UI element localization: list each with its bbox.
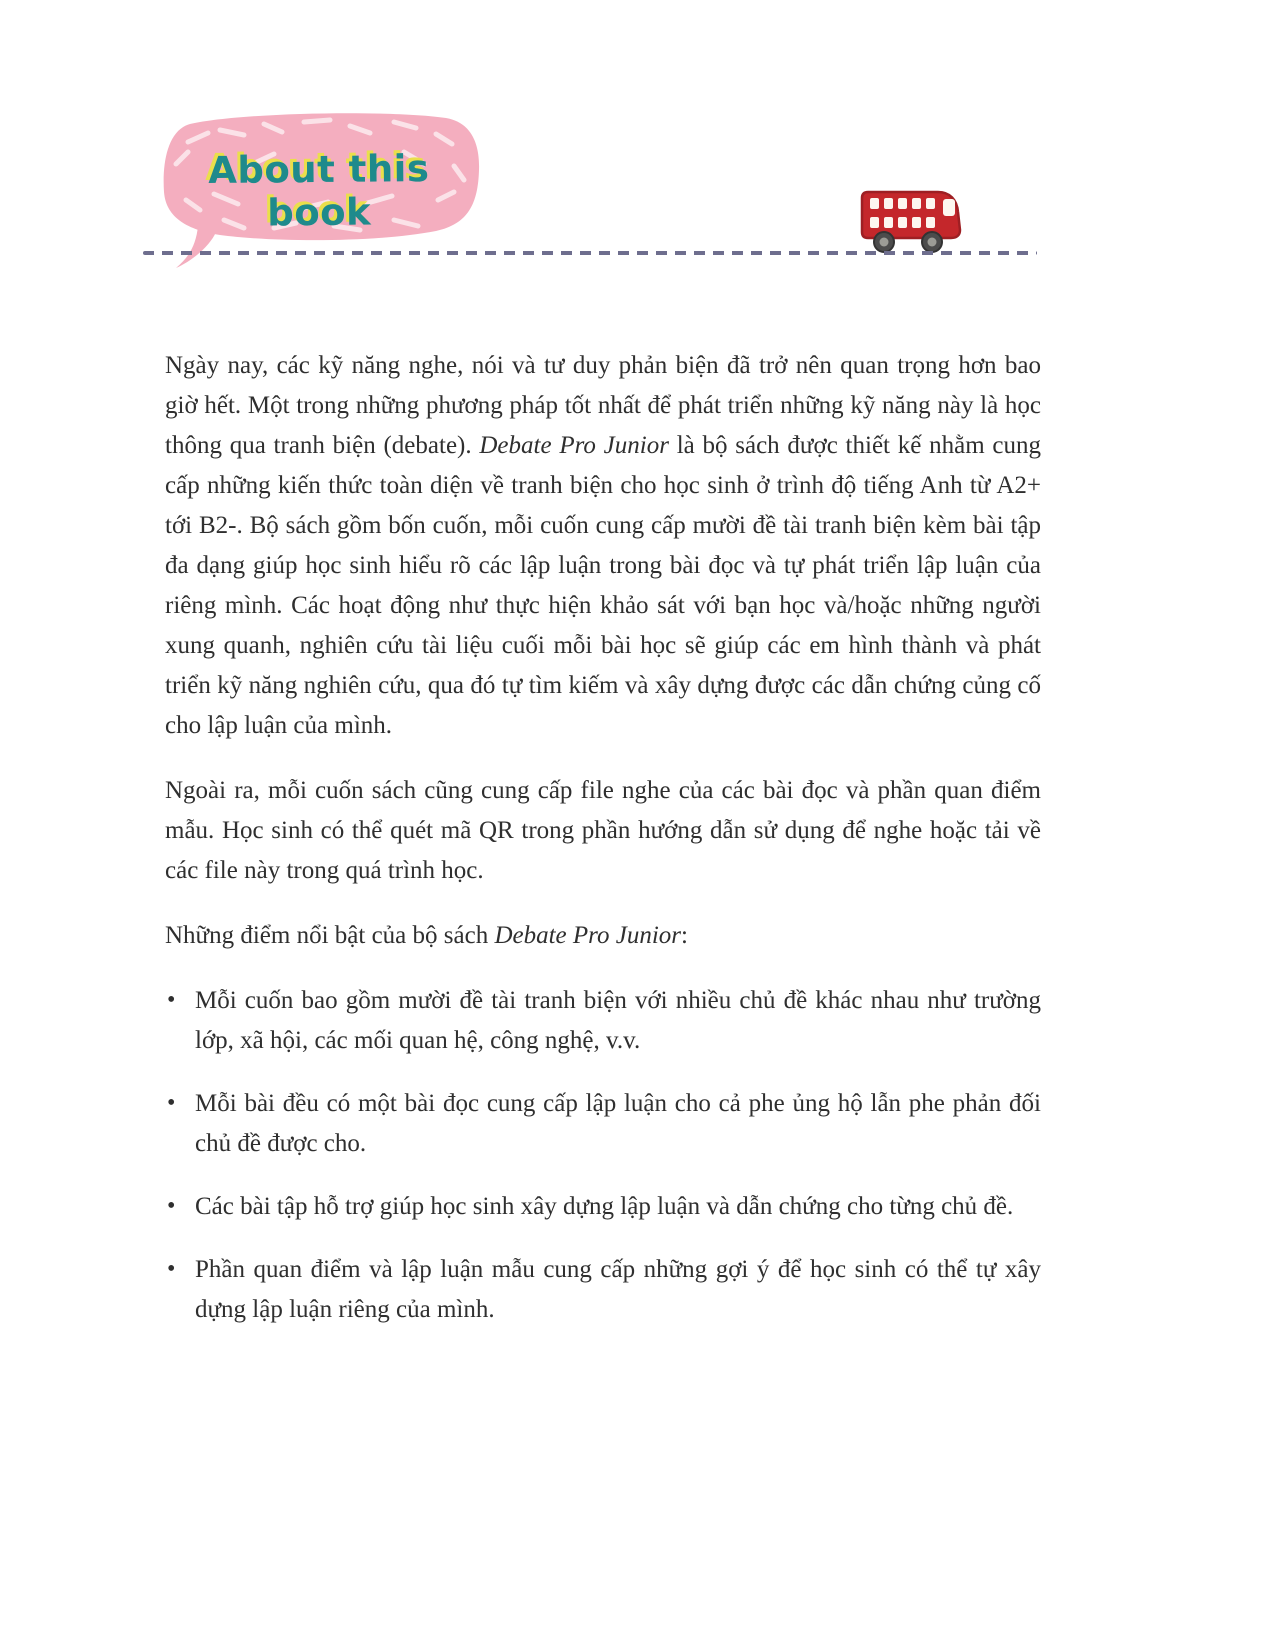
bullet-icon: • xyxy=(167,1193,176,1219)
list-item-readings xyxy=(165,1084,1041,1164)
list-item-text: Mỗi bài đều có một bài đọc cung cấp lập luận cho cả phe ủng hộ lẫn phe phản đối chủ đề được cho. xyxy=(195,1090,1041,1157)
intro-text-2: là bộ sách được thiết kế nhằm cung cấp những kiến thức toàn diện về tranh biện cho học sinh ở trình độ tiếng Anh từ A2+ tới B2-. Bộ sách gồm bốn cuốn, mỗi cuốn cung cấp mười đề tài tranh biện kèm bài tập đa dạng giúp học sinh hiểu rõ các lập luận trong bài đọc và tự phát triển lập luận của riêng mình. Các hoạt động như thực hiện khảo sát với bạn học và/hoặc những người xung quanh, nghiên cứu tài liệu cuối mỗi bài học sẽ giúp các em hình thành và phát triển kỹ năng nghiên cứu, qua đó tự tìm kiếm và xây dựng được các dẫn chứng củng cố cho lập luận của mình. xyxy=(165,432,1041,739)
bus-icon xyxy=(858,186,962,256)
series-title-italic: Debate Pro Junior xyxy=(479,432,669,459)
title-speech-bubble xyxy=(154,108,484,272)
list-item-text: Các bài tập hỗ trợ giúp học sinh xây dựng lập luận và dẫn chứng cho từng chủ đề. xyxy=(195,1193,1014,1220)
features-heading xyxy=(165,916,1041,956)
bullet-icon: • xyxy=(167,987,176,1013)
list-item-sample-arguments xyxy=(165,1250,1041,1330)
features-heading-series-title: Debate Pro Junior xyxy=(494,922,681,949)
bullet-icon: • xyxy=(167,1090,176,1116)
features-heading-suffix: : xyxy=(681,922,688,949)
audio-files-paragraph: Ngoài ra, mỗi cuốn sách cũng cung cấp file nghe của các bài đọc và phần quan điểm mẫu. Học sinh có thể quét mã QR trong phần hướng dẫn sử dụng để nghe hoặc tải về các file này trong quá trình học. xyxy=(165,777,1041,884)
list-item-text: Phần quan điểm và lập luận mẫu cung cấp những gợi ý để học sinh có thể tự xây dựng lập luận riêng của mình. xyxy=(195,1256,1041,1323)
intro-text-1: Ngày nay, các kỹ năng nghe, nói và tư duy phản biện đã trở nên quan trọng hơn bao giờ hết. Một trong những phương pháp tốt nhất để phát triển những kỹ năng này là học thông qua tranh biện (debate). xyxy=(165,352,1041,459)
features-heading-prefix: Những điểm nổi bật của bộ sách xyxy=(165,922,495,949)
bullet-icon: • xyxy=(167,1256,176,1282)
intro-paragraph xyxy=(165,346,1041,746)
dashed-road-line xyxy=(143,251,1037,255)
list-item-topics xyxy=(165,981,1041,1061)
body-content xyxy=(165,346,1041,1353)
list-item-exercises xyxy=(165,1187,1041,1227)
page-title: About this book xyxy=(208,147,430,235)
list-item-text: Mỗi cuốn bao gồm mười đề tài tranh biện với nhiều chủ đề khác nhau như trường lớp, xã hội, các mối quan hệ, công nghệ, v.v. xyxy=(195,987,1041,1054)
